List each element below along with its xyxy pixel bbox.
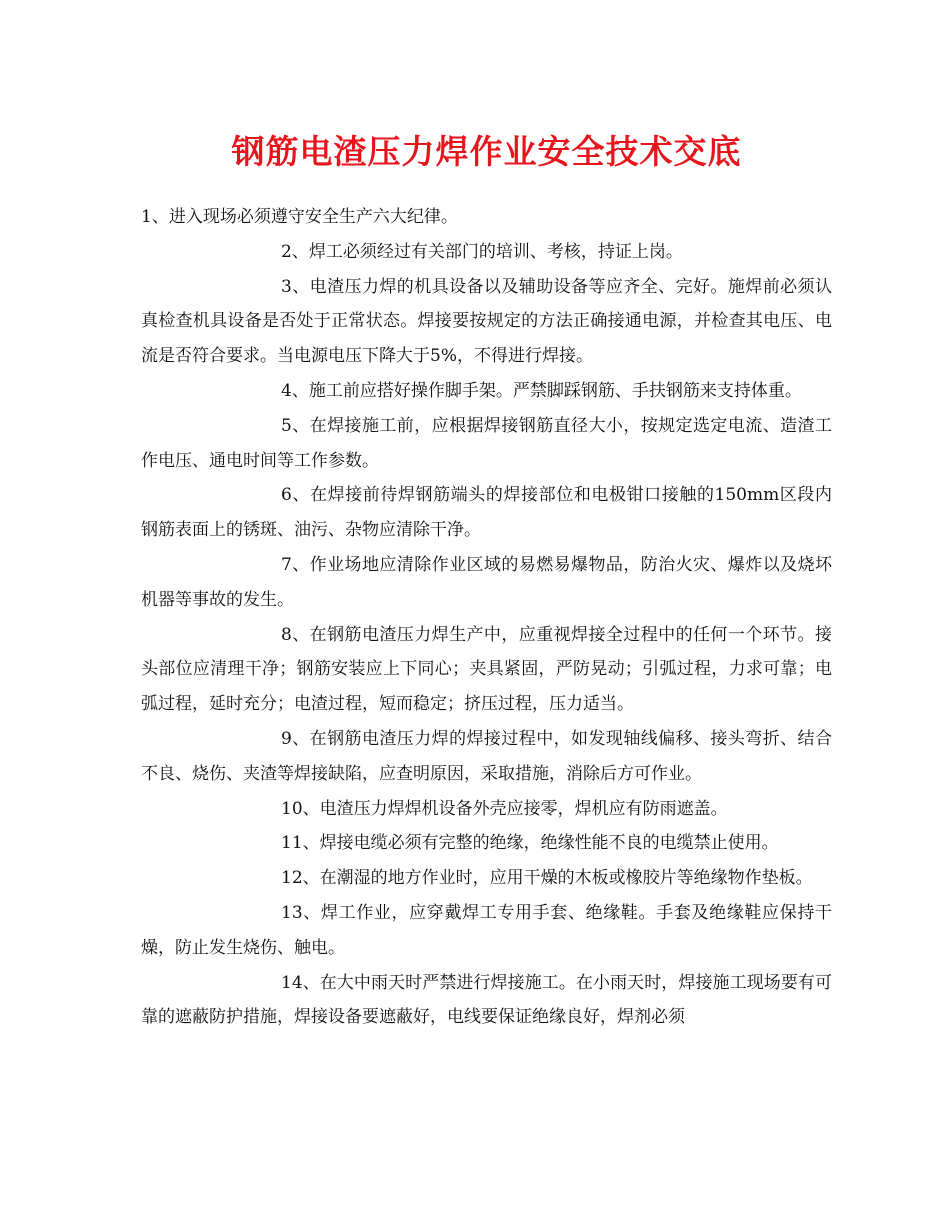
document-body: [141, 200, 832, 1035]
paragraph-1: 1、进入现场必须遵守安全生产六大纪律。: [141, 207, 458, 227]
paragraph-7: 7、作业场地应清除作业区域的易燃易爆物品，防治火灾、爆炸以及烧坏机器等事故的发生。: [141, 554, 832, 610]
paragraph-6: 6、在焊接前待焊钢筋端头的焊接部位和电极钳口接触的150mm区段内钢筋表面上的锈斑、油污、杂物应清除干净。: [141, 485, 832, 541]
paragraph-4: 4、施工前应搭好操作脚手架。严禁脚踩钢筋、手扶钢筋来支持体重。: [281, 380, 802, 401]
paragraph-5: 5、在焊接施工前，应根据焊接钢筋直径大小，按规定选定电流、造渣工作电压、通电时间等工作参数。: [141, 415, 832, 471]
paragraph-3: 3、电渣压力焊的机具设备以及辅助设备等应齐全、完好。施焊前必须认真检查机具设备是否处于正常状态。焊接要按规定的方法正确接通电源，并检查其电压、电流是否符合要求。当电源电压下降大于5%，不得进行焊接。: [141, 276, 832, 367]
paragraph-2: 2、焊工必须经过有关部门的培训、考核，持证上岗。: [281, 241, 683, 262]
paragraph-14: 14、在大中雨天时严禁进行焊接施工。在小雨天时，焊接施工现场要有可靠的遮蔽防护措施，焊接设备要遮蔽好，电线要保证绝缘良好，焊剂必须: [141, 972, 832, 1028]
paragraph-9: 9、在钢筋电渣压力焊的焊接过程中，如发现轴线偏移、接头弯折、结合不良、烧伤、夹渣等焊接缺陷，应查明原因，采取措施，消除后方可作业。: [141, 728, 832, 784]
paragraph-12: 12、在潮湿的地方作业时，应用干燥的木板或橡胶片等绝缘物作垫板。: [281, 868, 813, 889]
paragraph-13: 13、焊工作业，应穿戴焊工专用手套、绝缘鞋。手套及绝缘鞋应保持干燥，防止发生烧伤、触电。: [141, 902, 832, 958]
paragraph-11: 11、焊接电缆必须有完整的绝缘，绝缘性能不良的电缆禁止使用。: [281, 833, 779, 854]
document-title: 钢筋电渣压力焊作业安全技术交底: [231, 132, 742, 171]
paragraph-8: 8、在钢筋电渣压力焊生产中，应重视焊接全过程中的任何一个环节。接头部位应清理干净；钢筋安装应上下同心；夹具紧固，严防晃动；引弧过程，力求可靠；电弧过程，延时充分；电渣过程，短而稳定；挤压过程，压力适当。: [141, 624, 832, 715]
paragraph-10: 10、电渣压力焊焊机设备外壳应接零，焊机应有防雨遮盖。: [281, 798, 728, 819]
